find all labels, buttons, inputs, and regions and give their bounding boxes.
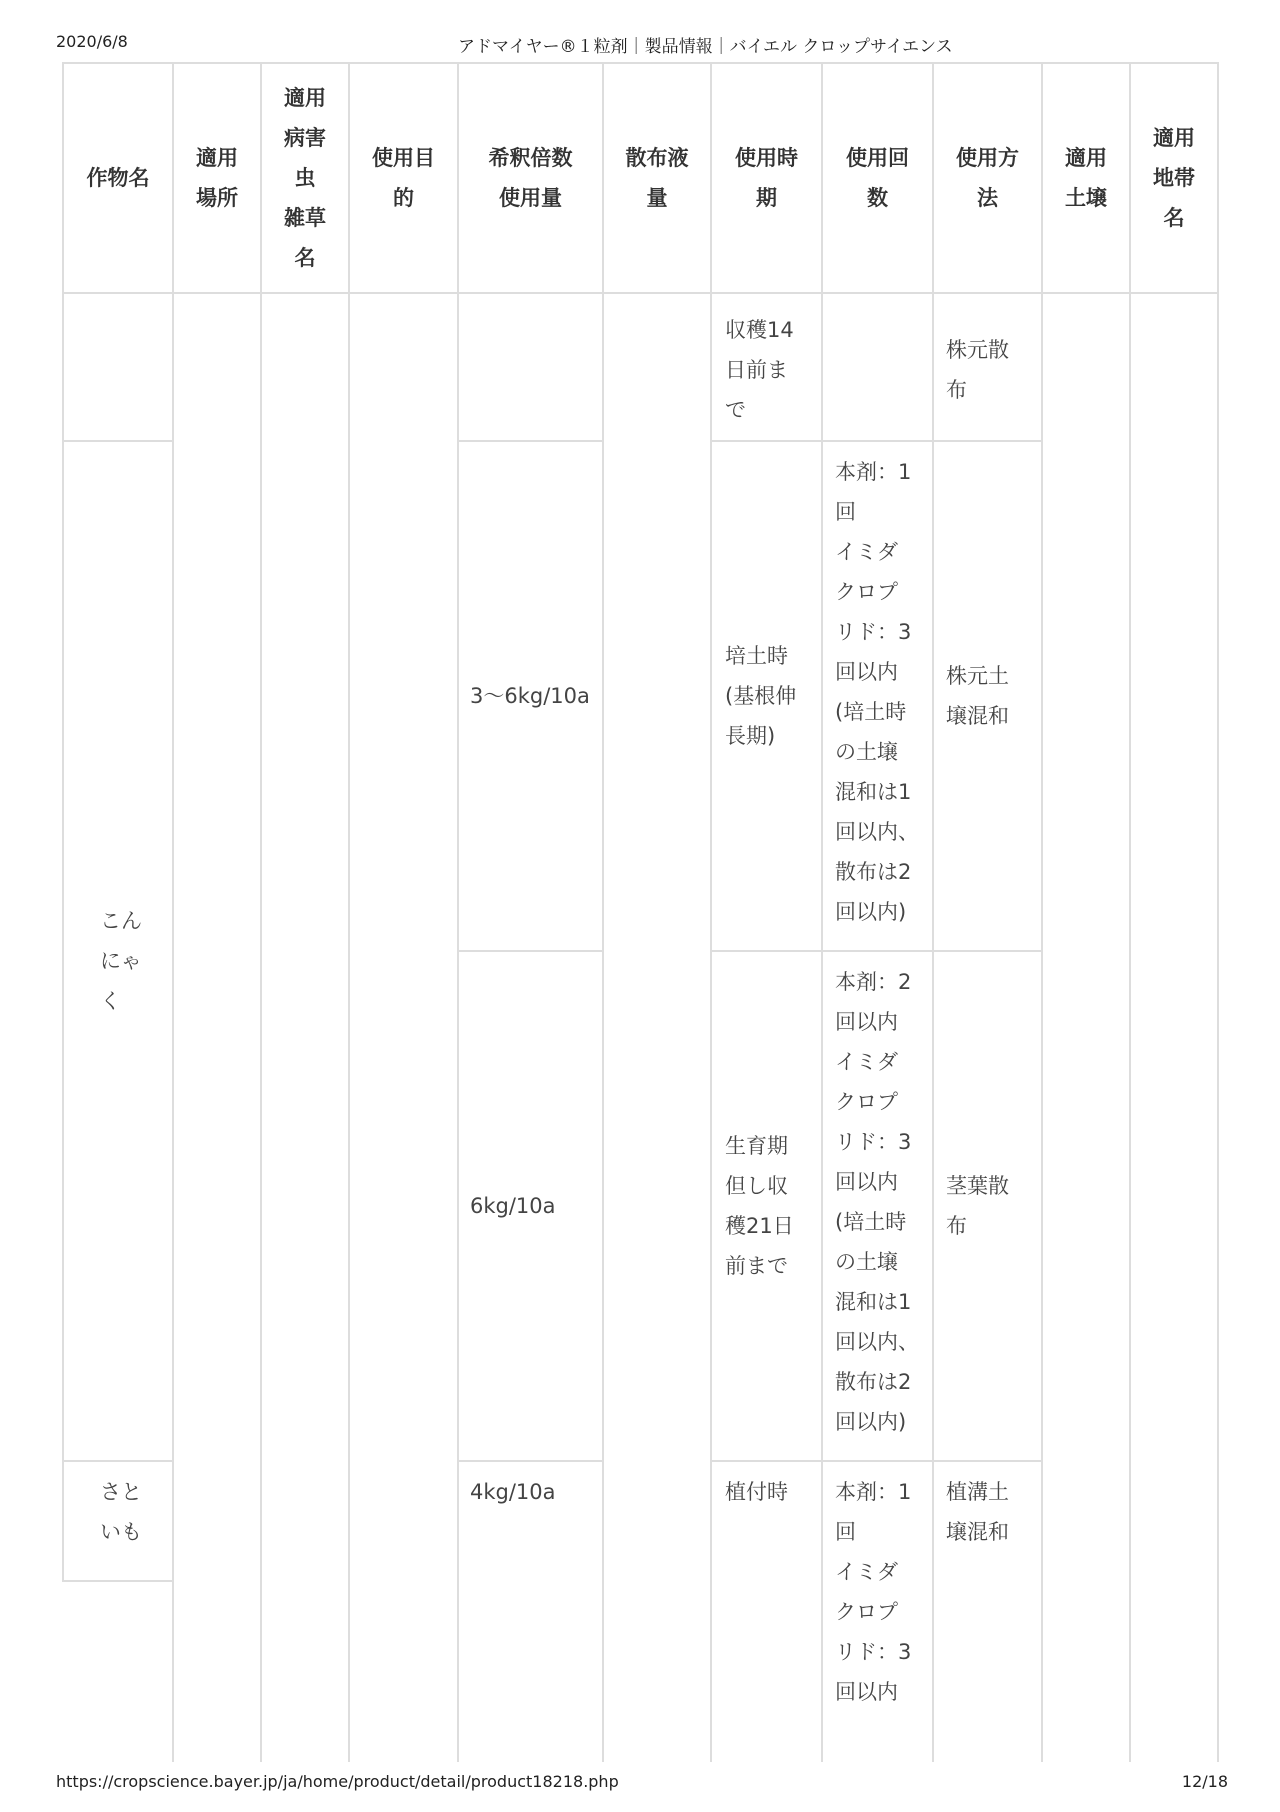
- cell-method: 植溝土 壌混和: [946, 1480, 1009, 1544]
- grid-line: [710, 1460, 1043, 1462]
- print-footer: [0, 1770, 1280, 1794]
- cell-usage-count: 本剤：2 回以内 イミダ クロプ リド：3 回以内 (培土時 の土壌 混和は1 回以内、 散布は2 回以内): [835, 970, 919, 1434]
- grid-line: [1041, 62, 1043, 1762]
- cell-timing: 生育期 但し収 穫21日 前まで: [725, 1134, 794, 1278]
- cell-timing: 培土時 (基根伸 長期): [725, 644, 797, 748]
- cell-method: 株元散 布: [946, 338, 1009, 402]
- cell-crop-name: こん にゃ く: [100, 909, 142, 1013]
- print-header: [0, 30, 1280, 57]
- grid-line: [821, 62, 823, 1762]
- cell-usage-count: 本剤：1 回 イミダ クロプ リド：3 回以内 (培土時 の土壌 混和は1 回以内、 散布は2 回以内): [835, 460, 919, 924]
- grid-line: [602, 62, 604, 1762]
- grid-line: [457, 1460, 604, 1462]
- cell-dilution-amount: 6kg/10a: [470, 1194, 556, 1218]
- cell-timing: 植付時: [725, 1480, 788, 1504]
- header-crop-name: 作物名: [86, 166, 150, 190]
- header-application-site: 適用 場所: [196, 146, 238, 210]
- grid-line: [62, 1580, 173, 1582]
- grid-line: [457, 62, 459, 1762]
- grid-line: [710, 62, 712, 1762]
- grid-line: [260, 62, 262, 1762]
- header-usage-timing: 使用時 期: [735, 146, 798, 210]
- cell-dilution-amount: 3〜6kg/10a: [470, 684, 590, 708]
- grid-line: [172, 62, 174, 1762]
- page-number: 12/18: [1181, 1772, 1228, 1791]
- header-target-pest: 適用 病害 虫 雑草 名: [284, 86, 326, 270]
- cell-timing: 収穫14 日前ま で: [725, 318, 794, 422]
- cell-method: 茎葉散 布: [946, 1174, 1009, 1238]
- header-usage-count: 使用回 数: [846, 146, 909, 210]
- grid-line: [62, 1460, 173, 1462]
- header-purpose: 使用目 的: [372, 146, 435, 210]
- print-date: 2020/6/8: [56, 32, 128, 51]
- cell-dilution-amount: 4kg/10a: [470, 1480, 556, 1504]
- page-url: https://cropscience.bayer.jp/ja/home/product/detail/product18218.php: [56, 1772, 619, 1791]
- grid-line: [1217, 62, 1219, 1762]
- cell-crop-name: さと いも: [100, 1480, 142, 1544]
- grid-line: [1129, 62, 1131, 1762]
- page-title: アドマイヤー®１粒剤｜製品情報｜バイエル クロップサイエンス: [458, 37, 953, 57]
- header-region: 適用 地帯 名: [1153, 126, 1195, 230]
- grid-line: [348, 62, 350, 1762]
- product-usage-table: [62, 62, 1224, 1762]
- header-spray-volume: 散布液 量: [625, 146, 689, 210]
- grid-line: [62, 292, 1219, 294]
- header-usage-method: 使用方 法: [956, 146, 1019, 210]
- cell-method: 株元土 壌混和: [946, 664, 1009, 728]
- grid-line: [932, 62, 934, 1762]
- header-dilution-amount: 希釈倍数 使用量: [488, 146, 573, 210]
- cell-usage-count: 本剤：1 回 イミダ クロプ リド：3 回以内: [835, 1480, 912, 1704]
- header-soil-type: 適用 土壌: [1065, 146, 1107, 210]
